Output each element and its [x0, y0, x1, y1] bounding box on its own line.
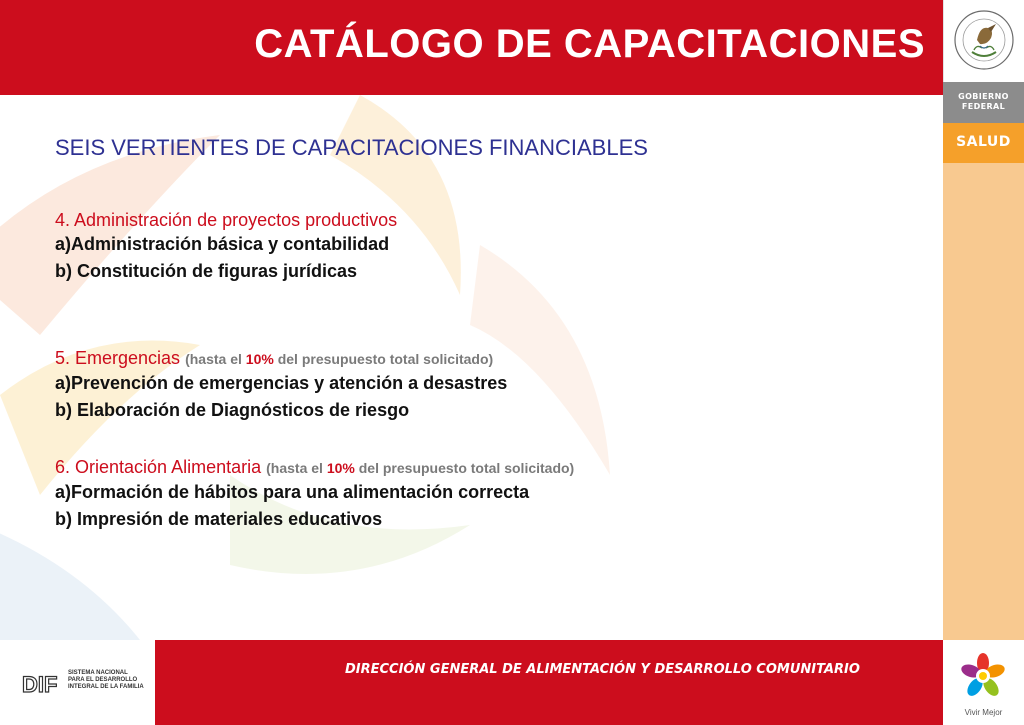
- footer-logo-area: [0, 640, 155, 725]
- page-title: CATÁLOGO DE CAPACITACIONES: [254, 22, 925, 66]
- gobierno-line-2: FEDERAL: [961, 102, 1006, 111]
- vivir-mejor-flower-icon: [943, 642, 1024, 708]
- list-item: a)Formación de hábitos para una alimentación correcta: [55, 482, 530, 502]
- seal-panel: [943, 0, 1024, 82]
- section-heading-text: 4. Administración de proyectos productivos: [55, 210, 398, 230]
- salud-label: SALUD: [943, 123, 1024, 163]
- sidebar-column: [943, 0, 1024, 725]
- mexican-coat-of-arms-icon: [944, 0, 1024, 82]
- dif-line-1: SISTEMA NACIONAL: [68, 670, 128, 676]
- dif-logo-icon: [22, 672, 70, 696]
- dif-logo-text: DIF: [22, 672, 58, 696]
- sidebar-peach-band: [943, 163, 1024, 640]
- note-suffix: del presupuesto total solicitado): [354, 460, 575, 476]
- list-item: a)Administración básica y contabilidad: [55, 234, 390, 254]
- header-band: [0, 0, 943, 95]
- note-suffix: del presupuesto total solicitado): [273, 351, 494, 367]
- note-percent: 10%: [326, 460, 355, 476]
- section-5: [55, 347, 507, 424]
- note-prefix: (hasta el: [185, 351, 246, 367]
- section-heading: [55, 456, 574, 479]
- dif-line-3: INTEGRAL DE LA FAMILIA: [68, 684, 144, 690]
- section-4: [55, 209, 397, 285]
- gobierno-line-1: GOBIERNO: [958, 92, 1009, 101]
- section-heading: [55, 347, 507, 370]
- section-heading-text: 5. Emergencias: [55, 348, 181, 368]
- dif-line-2: PARA EL DESARROLLO: [68, 677, 138, 683]
- list-item: a)Prevención de emergencias y atención a desastres: [55, 373, 508, 393]
- budget-note: [185, 351, 493, 367]
- note-percent: 10%: [245, 351, 274, 367]
- note-prefix: (hasta el: [266, 460, 327, 476]
- footer-band: [155, 640, 943, 725]
- list-item: b) Elaboración de Diagnósticos de riesgo: [55, 400, 410, 420]
- gobierno-federal-label: [943, 82, 1024, 123]
- list-item: b) Constitución de figuras jurídicas: [55, 261, 358, 281]
- list-item: b) Impresión de materiales educativos: [55, 509, 383, 529]
- vivir-mejor-label: Vivir Mejor: [964, 708, 1003, 717]
- dif-organization-name: [68, 670, 144, 691]
- section-6: [55, 456, 574, 533]
- section-heading: [55, 209, 397, 231]
- budget-note: [266, 460, 574, 476]
- vivir-mejor-panel: [943, 640, 1024, 725]
- section-heading-text: 6. Orientación Alimentaria: [55, 457, 262, 477]
- section-subtitle: SEIS VERTIENTES DE CAPACITACIONES FINANCIABLES: [55, 135, 648, 160]
- footer-text: DIRECCIÓN GENERAL DE ALIMENTACIÓN Y DESARROLLO COMUNITARIO: [345, 662, 860, 677]
